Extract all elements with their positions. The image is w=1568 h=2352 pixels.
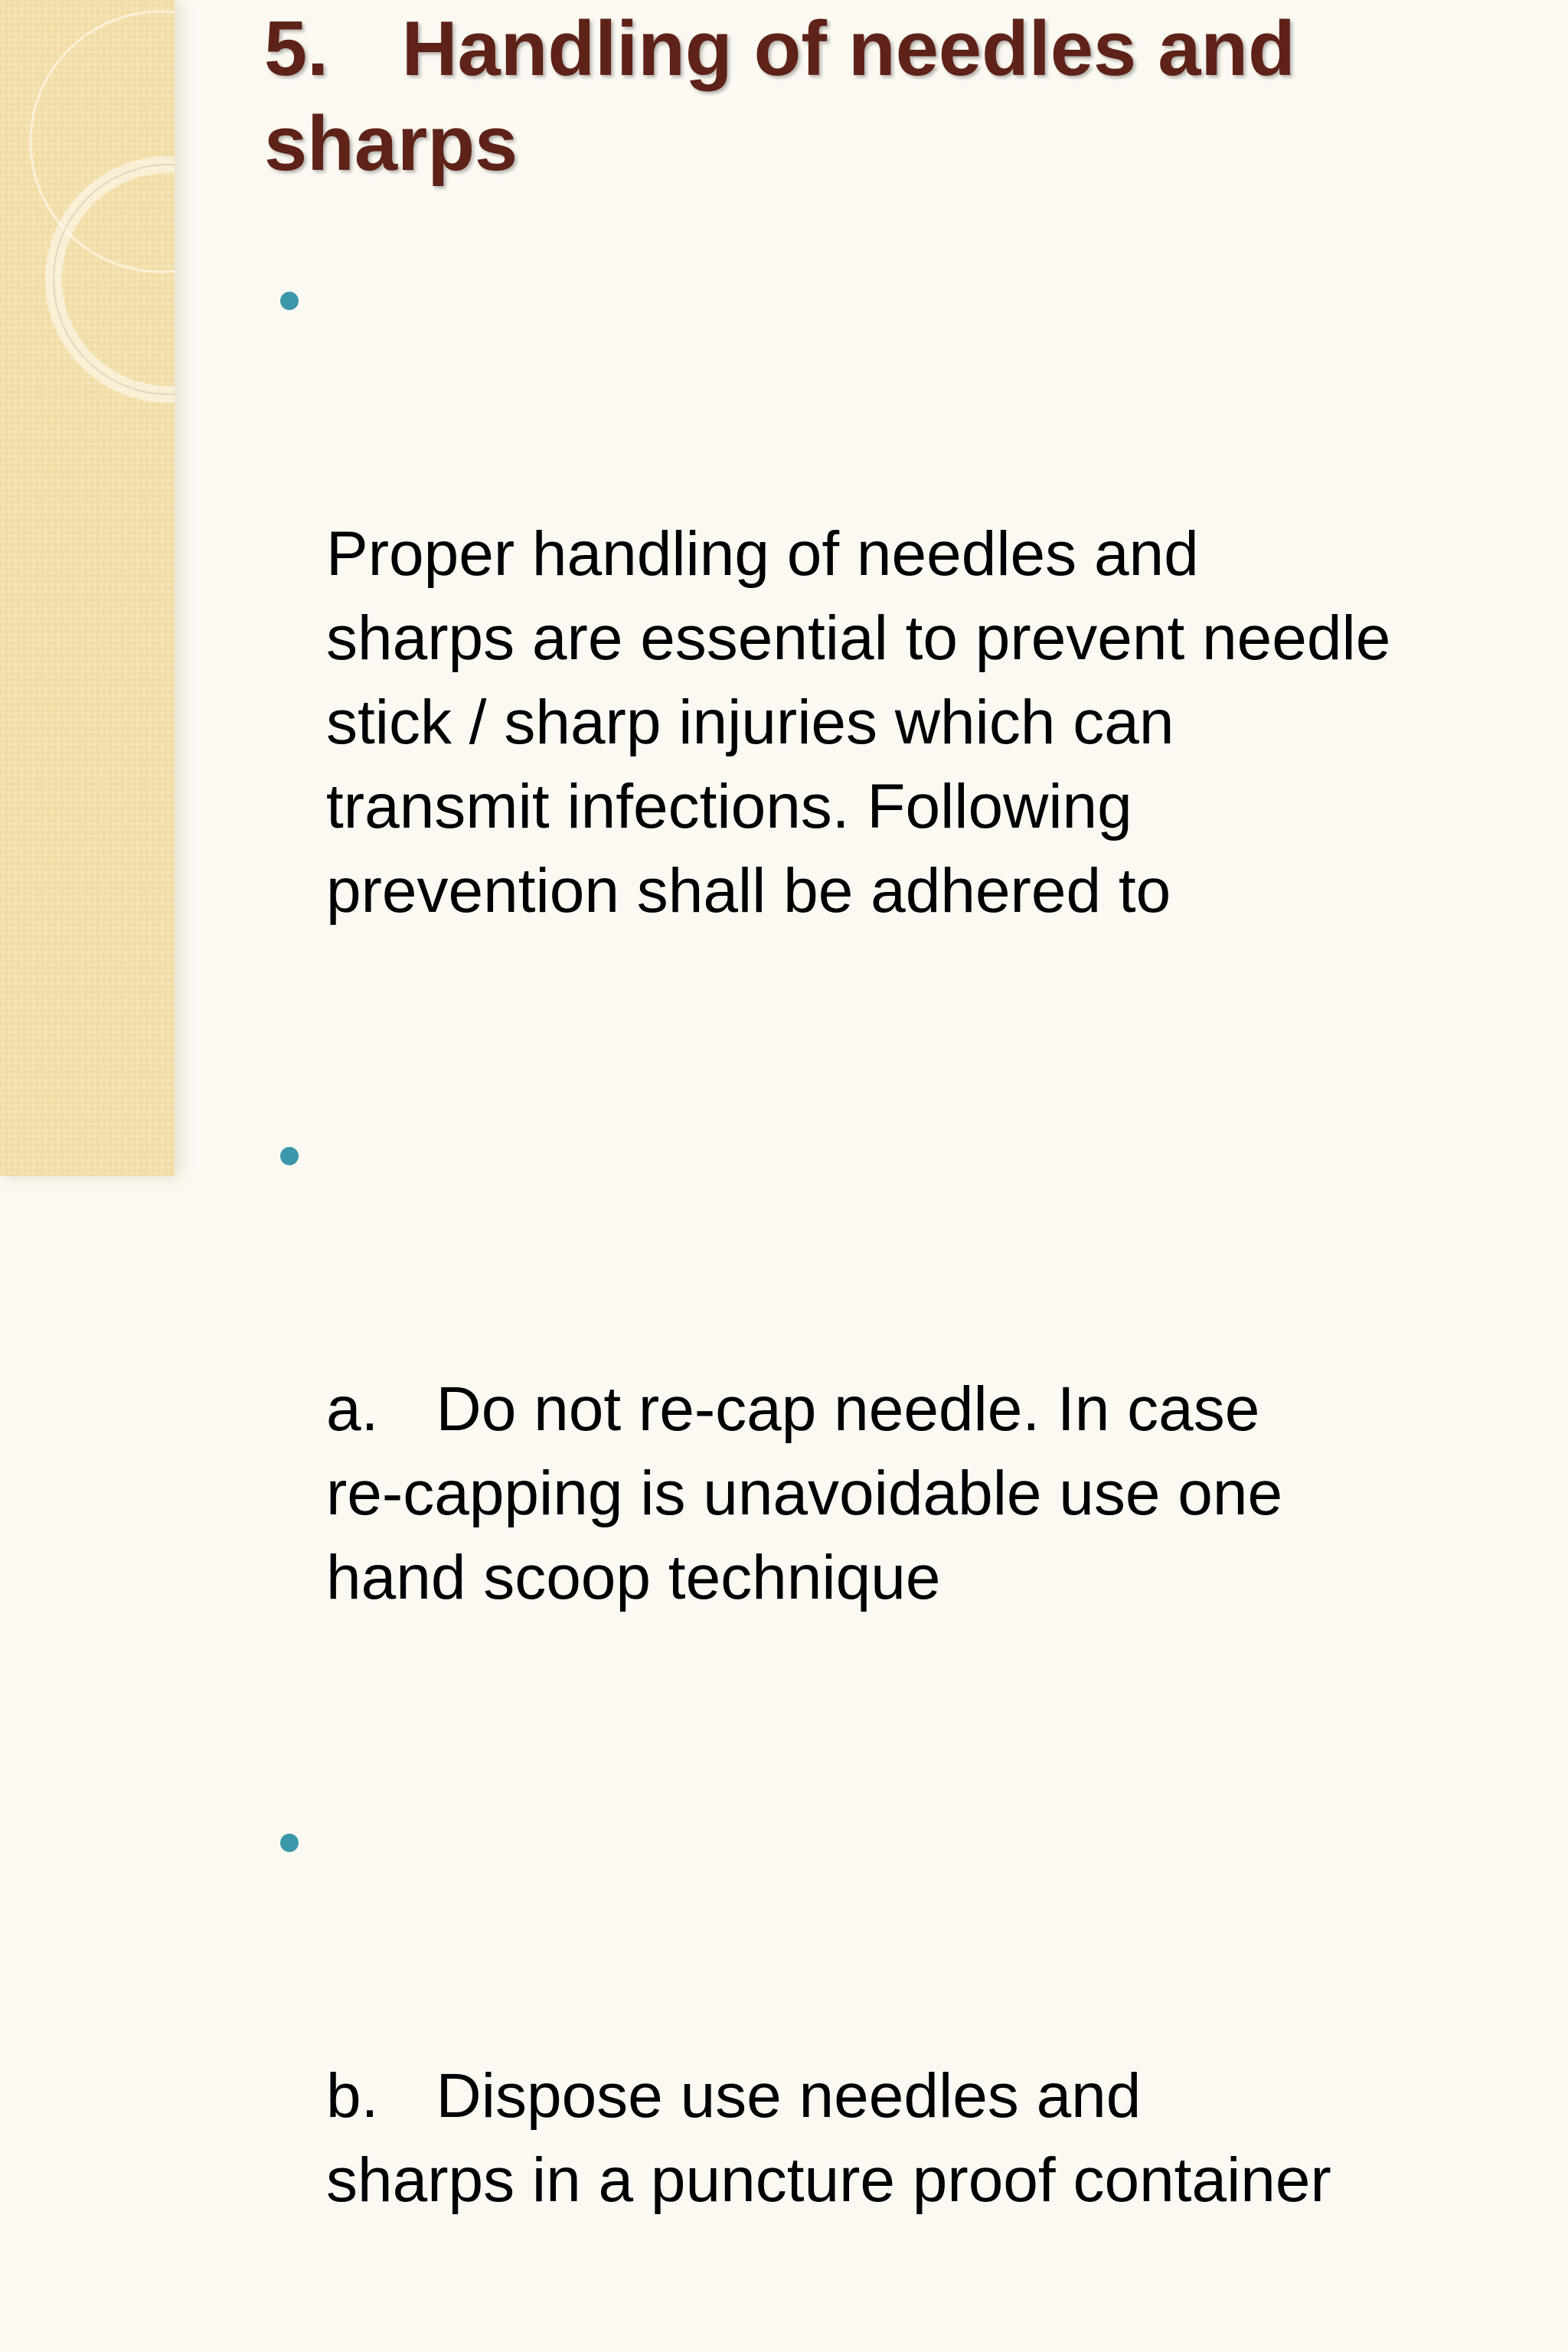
decorative-side-panel <box>0 0 175 1176</box>
bullet-item-1 <box>276 260 1531 1102</box>
decorative-rings-icon <box>0 0 175 429</box>
bullet-dot-icon <box>280 1834 299 1852</box>
bullet-text-3: b. Dispose use needles and sharps in a puncture proof container <box>326 2061 1331 2215</box>
bullet-text-2: a. Do not re-cap needle. In case re-capping is unavoidable use one hand scoop technique <box>326 1374 1283 1612</box>
bullet-item-3 <box>276 1802 1531 2352</box>
bullet-item-2 <box>276 1115 1531 1788</box>
bullet-list <box>276 260 1531 2352</box>
bullet-dot-icon <box>280 1147 299 1165</box>
bullet-text-1: Proper handling of needles and sharps are essential to prevent needle stick / sharp injuries which can transmit infections. Following prevention shall be adhered to <box>326 519 1391 926</box>
bullet-dot-icon <box>280 292 299 310</box>
slide-title: 5. Handling of needles and sharps <box>264 6 1295 187</box>
